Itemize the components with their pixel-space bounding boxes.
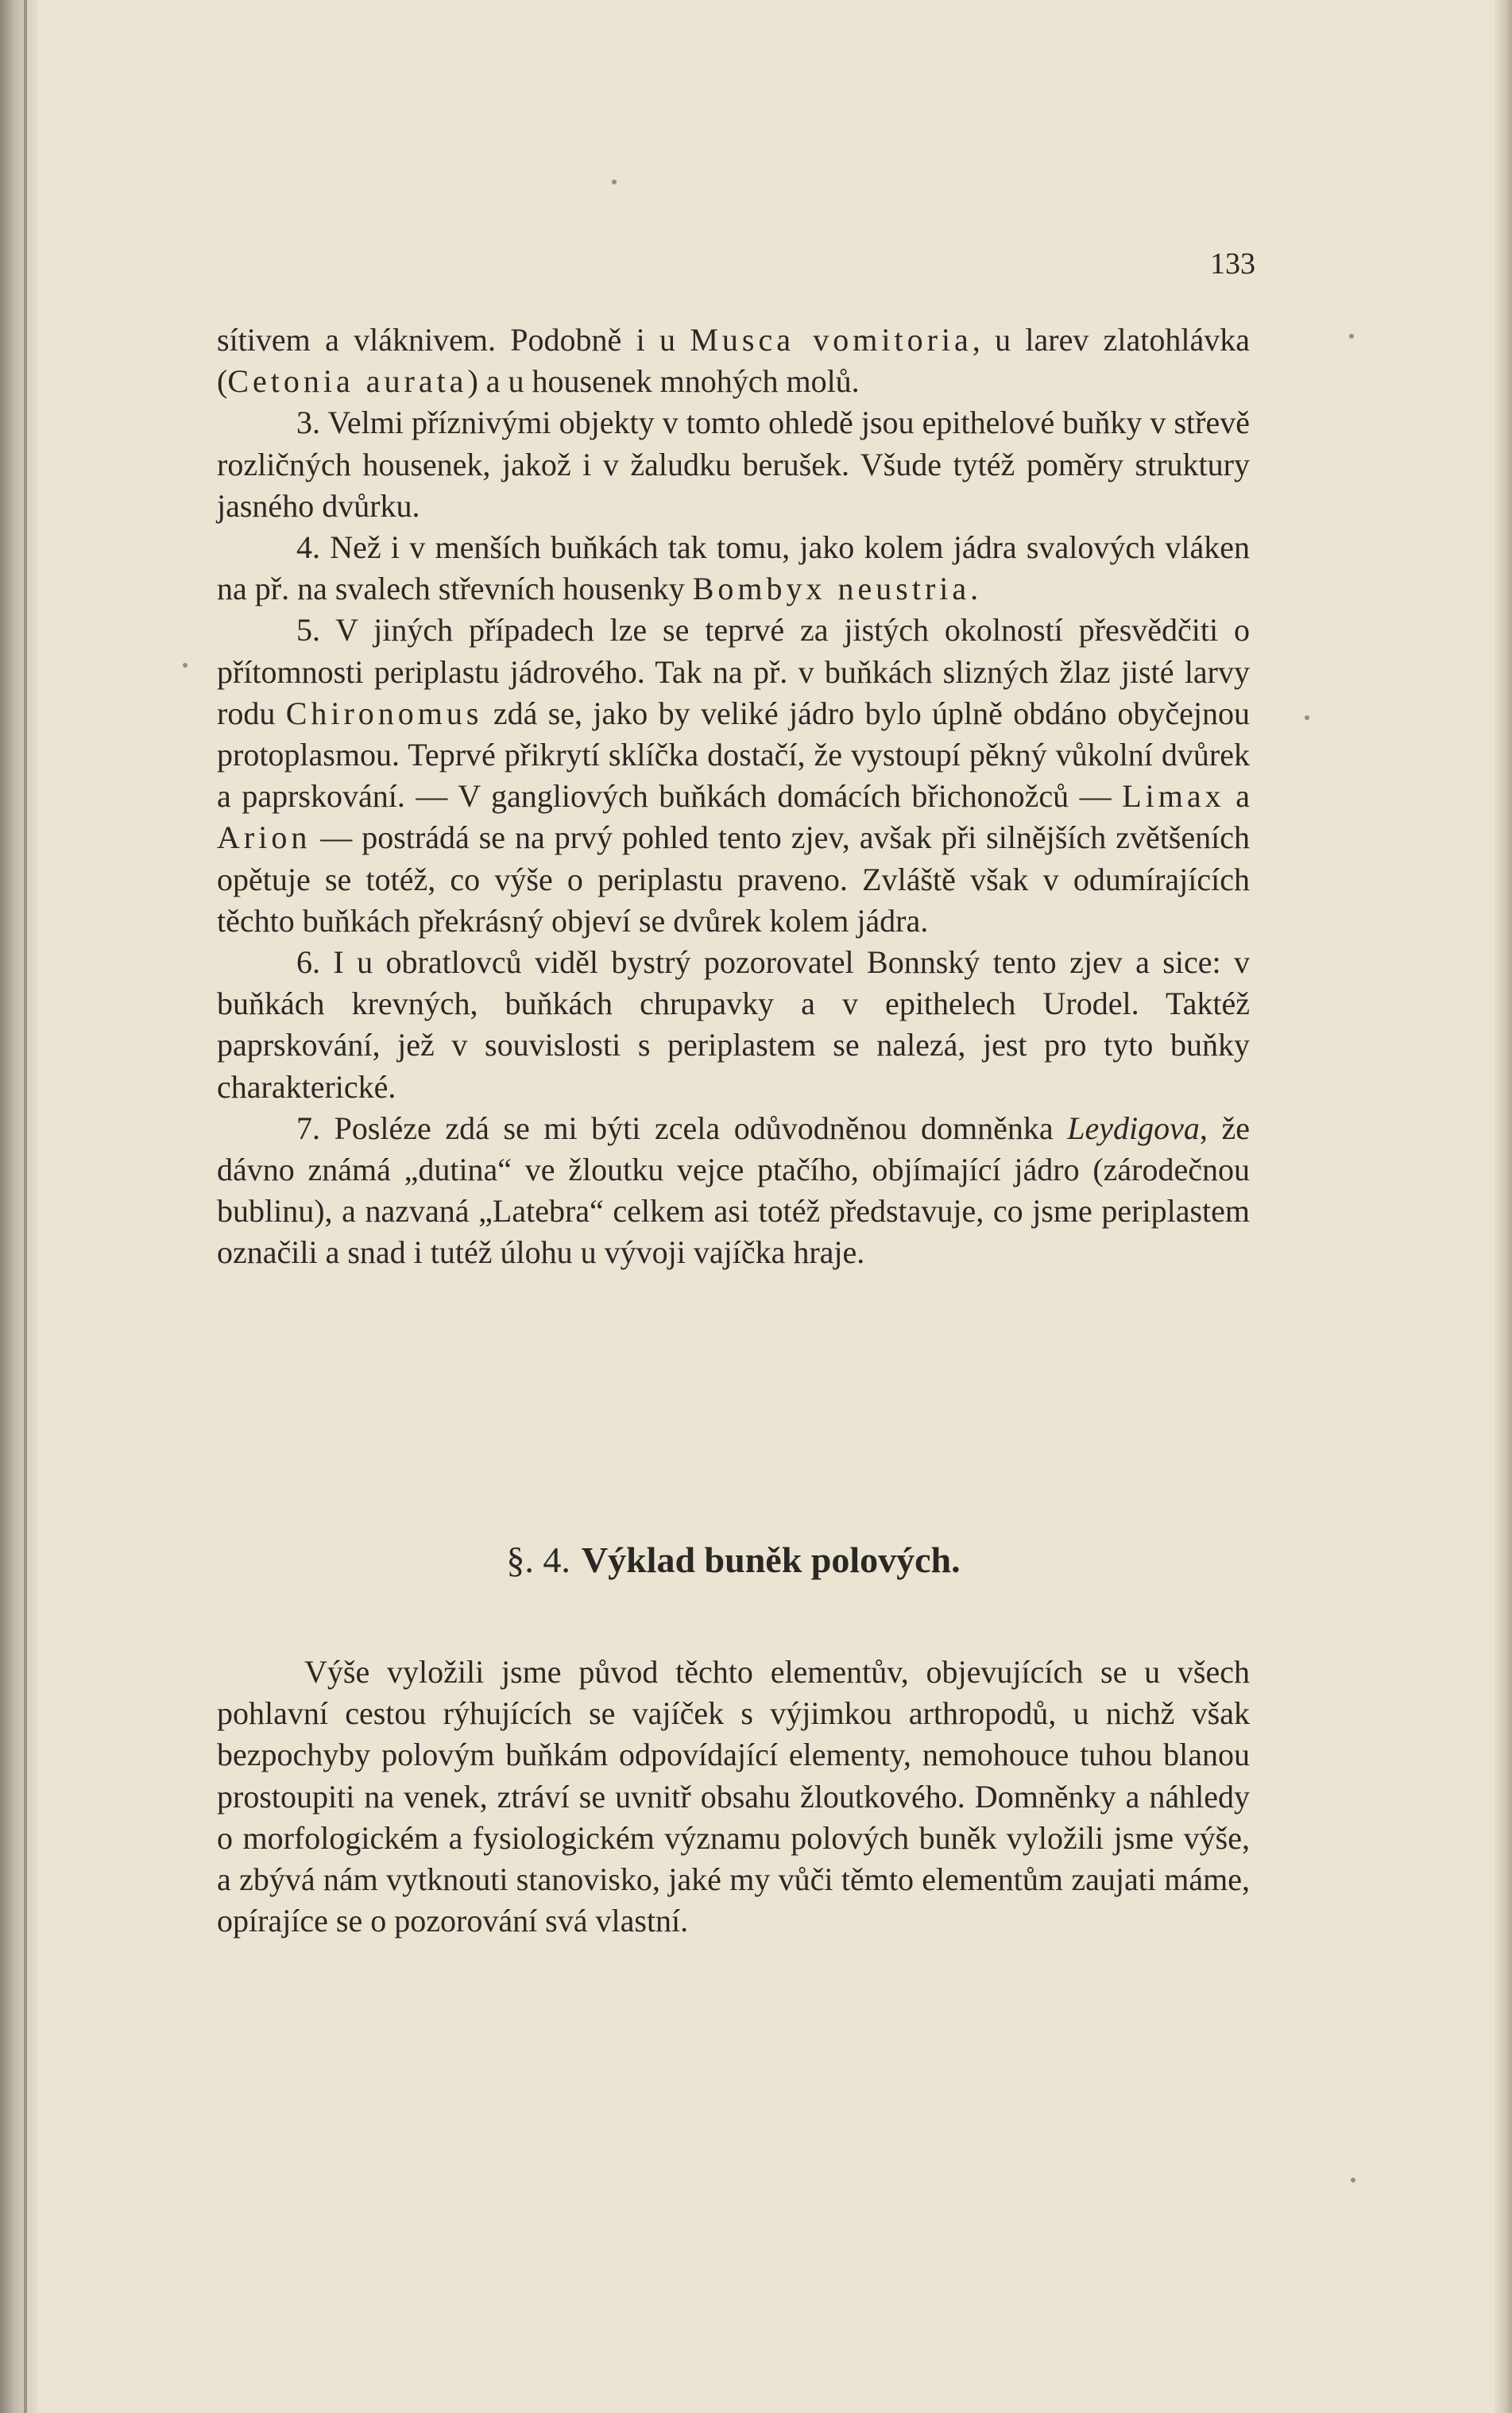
text-run: . (970, 571, 979, 607)
text-run: 7. Posléze zdá se mi býti zcela odůvodněnou domněnka (296, 1110, 1068, 1146)
section-title: Výklad buněk polových. (581, 1540, 961, 1580)
text-run: , u larev zlatohlávka ( (217, 322, 1251, 400)
section-heading (217, 1538, 1250, 1582)
text-run: zdá se, jako by veliké jádro bylo úplně obdáno obyčejnou protoplasmou. Teprvé přikrytí sklíčka dostačí, že vystoupí pěkný vůkolní dvůrek a paprskování. — V gangliových buňkách domácích břichonožců — (217, 695, 1250, 815)
species-name: Arion (217, 819, 311, 856)
text-run: ) a u housenek mnohých molů. (467, 363, 860, 400)
author-name: Leydigova (1067, 1110, 1200, 1146)
page-edge (1495, 0, 1512, 2413)
paragraph-7: Výše vyložili jsme původ těchto elementův, objevujících se u všech pohlavní cestou rýhujících se vajíček s výjimkou arthropodů, u nichž však bezpochyby polovým buňkám odpovídající elementy, nemohouce tuhou blanou prostoupiti na venek, ztráví se uvnitř obsahu žloutkového. Domněnky a náhledy o morfologickém a fysiologickém významu polových buněk vyložili jsme výše, a zbývá nám vytknouti stanovisko, jaké my vůči těmto elementům zaujati máme, opírajíce se o pozorování svá vlastní. (217, 1654, 1250, 1939)
text-run: 4. Než i v menších buňkách tak tomu, jako kolem jádra svalových vláken na př. na svalech střevních housenky (217, 529, 1250, 607)
binding-line (24, 0, 27, 2413)
book-spine-shadow (0, 0, 38, 2413)
body-text-section (217, 1652, 1250, 1942)
paragraph-4 (217, 610, 1250, 942)
species-name: Musca vomitoria (690, 322, 973, 358)
paragraph-1 (217, 320, 1250, 402)
paper-speck (1349, 334, 1354, 339)
section-number: §. 4. (506, 1540, 570, 1580)
text-run: , že dávno známá „dutina“ ve žloutku vejce ptačího, objímající jádro (zárodečnou bublinu), a nazvaná „Latebra“ celkem asi totéž představuje, co jsme periplastem označili a snad i tutéž úlohu u vývoji vajíčka hraje. (217, 1110, 1250, 1271)
paper-speck (183, 663, 188, 668)
paragraph-3 (217, 527, 1250, 610)
page-number: 133 (1210, 247, 1255, 281)
text-run: a (1224, 778, 1250, 815)
paper-speck (612, 180, 617, 184)
paragraph-2: 3. Velmi příznivými objekty v tomto ohledě jsou epithelové buňky v střevě rozličných housenek, jakož i v žaludku berušek. Všude tytéž poměry struktury jasného dvůrku. (217, 405, 1250, 524)
body-text (217, 320, 1250, 1274)
species-name: Bombyx neustria (692, 571, 971, 607)
text-run: — postrádá se na prvý pohled tento zjev, avšak při silnějších zvětšeních opětuje se totéž, co výše o periplastu praveno. Zvláště však v odumírajících těchto buňkách překrásný objeví se dvůrek kolem jádra. (217, 819, 1250, 939)
species-name: Limax (1122, 778, 1225, 815)
paper-speck (1305, 715, 1309, 720)
species-name: Cetonia aurata (227, 363, 468, 400)
species-name: Chironomus (285, 695, 483, 731)
paragraph-6 (217, 1108, 1250, 1274)
paragraph-5: 6. I u obratlovců viděl bystrý pozorovatel Bonnský tento zjev a sice: v buňkách krevných, buňkách chrupavky a v epithelech Urodel. Taktéž paprskování, jež v souvislosti s periplastem se nalezá, jest pro tyto buňky charakterické. (217, 944, 1250, 1105)
text-run: 5. V jiných případech lze se teprvé za jistých okolností přesvědčiti o přítomnosti periplastu jádrového. Tak na př. v buňkách slizných žlaz jisté larvy rodu (217, 612, 1250, 731)
paper-speck (1351, 2178, 1355, 2183)
text-run: sítivem a vláknivem. Podobně i u (217, 322, 690, 358)
